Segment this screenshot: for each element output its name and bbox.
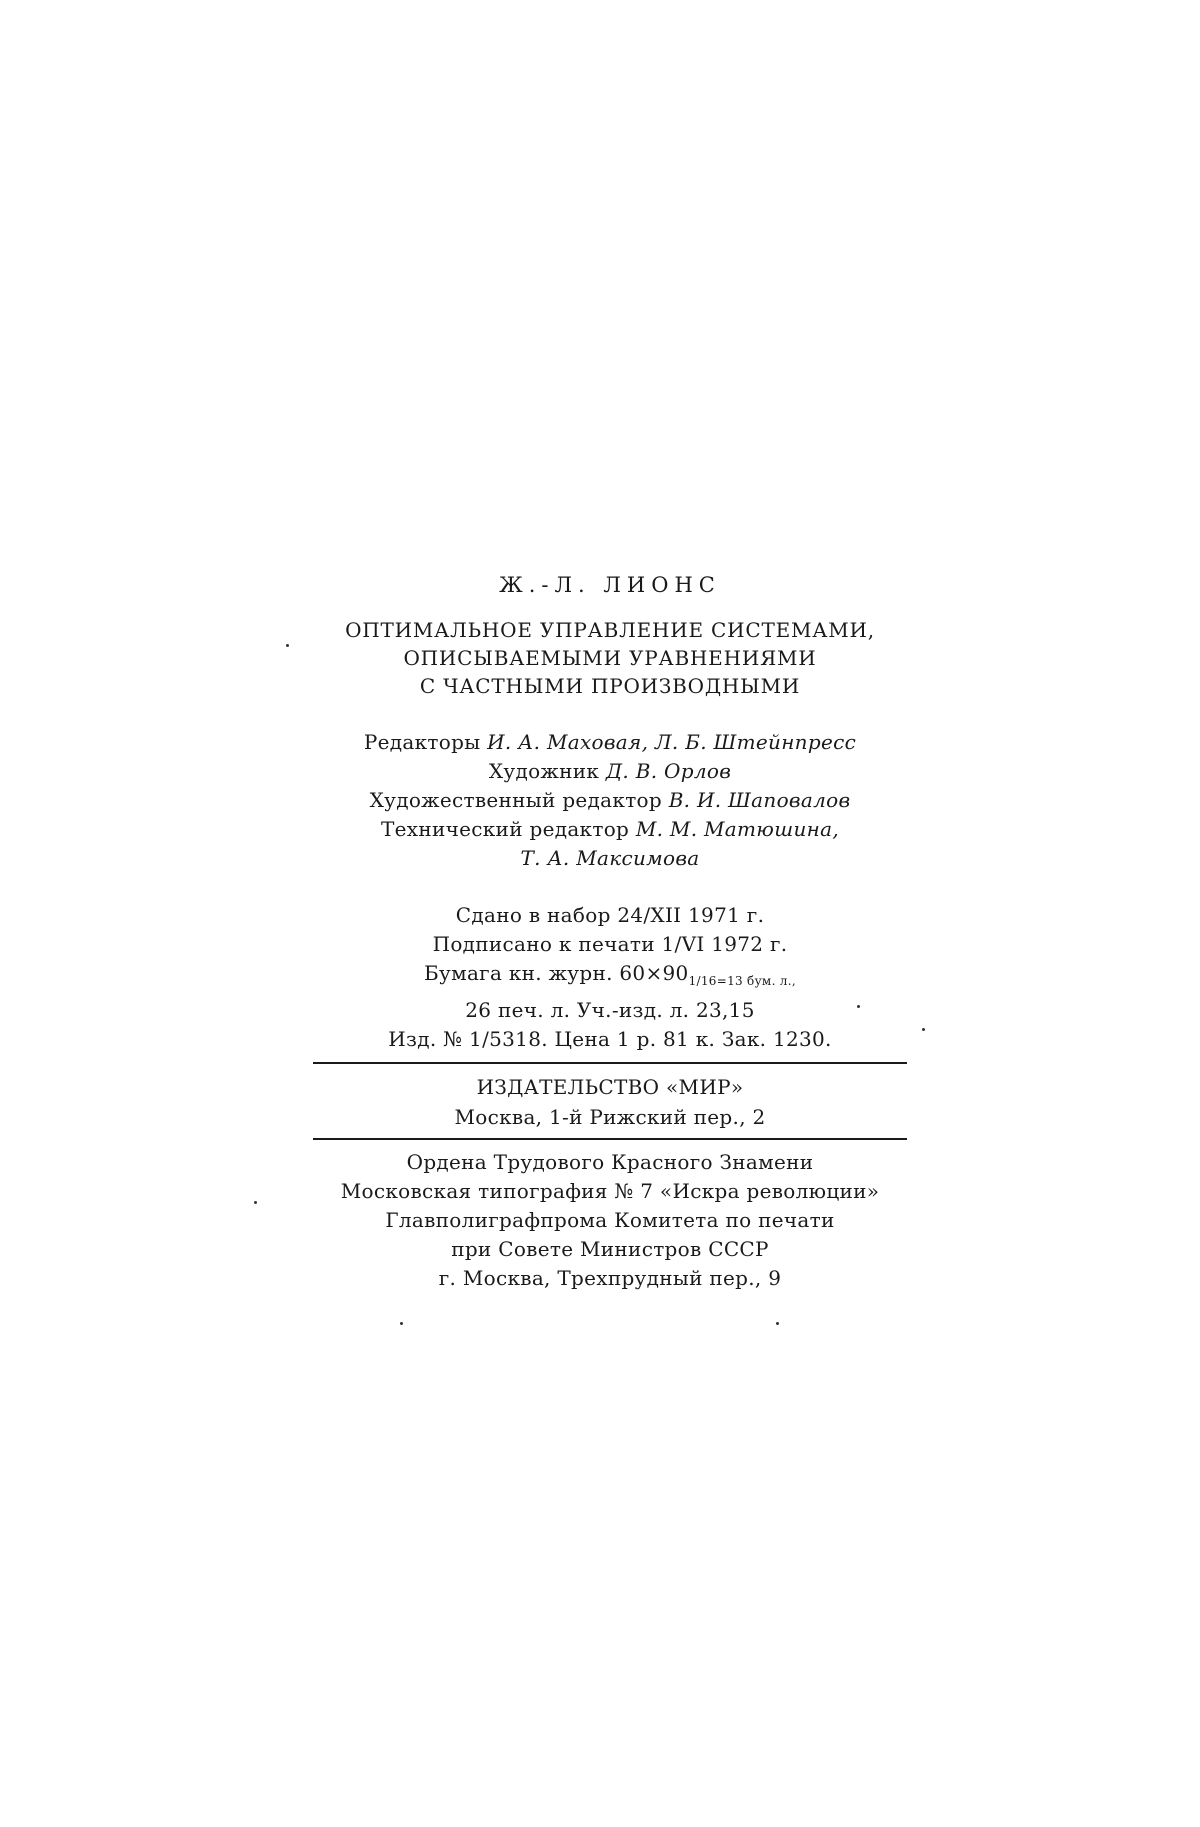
- author-name: Ж.-Л. ЛИОНС: [499, 573, 721, 597]
- credit-names: В. И. Шаповалов: [668, 788, 851, 812]
- printer-block: [305, 1148, 915, 1293]
- publisher-block: [305, 1072, 915, 1132]
- sheet-counts: 26 печ. л. Уч.-изд. л. 23,15: [465, 998, 755, 1022]
- credit-role: Редакторы: [363, 730, 481, 754]
- title-line-3: С ЧАСТНЫМИ ПРОИЗВОДНЫМИ: [419, 674, 801, 698]
- paper-format-fraction: 1/16=13 бум. л.,: [688, 974, 796, 988]
- credit-names: М. М. Матюшина,: [635, 817, 839, 841]
- credits-list: [305, 728, 915, 873]
- printer-line-1: Ордена Трудового Красного Знамени: [406, 1150, 814, 1174]
- credit-artist: [305, 757, 915, 786]
- printer-line-2: Московская типография № 7 «Искра революции»: [340, 1179, 880, 1203]
- imprint-block: [305, 572, 915, 1293]
- title-line-2: ОПИСЫВАЕМЫМИ УРАВНЕНИЯМИ: [403, 646, 817, 670]
- credit-names: Т. А. Максимова: [520, 846, 700, 870]
- typeset-date: Сдано в набор 24/XII 1971 г.: [455, 903, 765, 927]
- credit-tech-editor-2: [305, 844, 915, 873]
- paper-format: [305, 959, 915, 996]
- speck-mark: [254, 1201, 257, 1204]
- signed-to-print-date: Подписано к печати 1/VI 1972 г.: [432, 932, 788, 956]
- credit-role: Технический редактор: [380, 817, 630, 841]
- divider-rule-1: [313, 1062, 907, 1064]
- printer-line-4: при Совете Министров СССР: [451, 1237, 769, 1261]
- printer-line-5: г. Москва, Трехпрудный пер., 9: [438, 1266, 782, 1290]
- credit-names: Д. В. Орлов: [605, 759, 732, 783]
- credit-art-editor: [305, 786, 915, 815]
- credit-role: Художник: [488, 759, 600, 783]
- credit-editors: [305, 728, 915, 757]
- book-title: [305, 616, 915, 700]
- credit-names: И. А. Маховая, Л. Б. Штейнпресс: [487, 730, 857, 754]
- title-line-1: ОПТИМАЛЬНОЕ УПРАВЛЕНИЕ СИСТЕМАМИ,: [345, 618, 875, 642]
- printer-line-3: Главполиграфпрома Комитета по печати: [385, 1208, 835, 1232]
- speck-mark: [286, 644, 289, 647]
- credit-role: Художественный редактор: [369, 788, 663, 812]
- publisher-address: Москва, 1-й Рижский пер., 2: [454, 1105, 766, 1129]
- speck-mark: [776, 1322, 779, 1325]
- speck-mark: [400, 1322, 403, 1325]
- divider-rule-2: [313, 1138, 907, 1140]
- credit-tech-editor: [305, 815, 915, 844]
- order-price-info: Изд. № 1/5318. Цена 1 р. 81 к. Зак. 1230.: [388, 1027, 832, 1051]
- speck-mark: [922, 1028, 925, 1031]
- publisher-name: ИЗДАТЕЛЬСТВО «МИР»: [476, 1075, 744, 1099]
- paper-format-main: Бумага кн. журн. 60×90: [424, 961, 689, 985]
- technical-data: [305, 901, 915, 1054]
- speck-mark: [857, 1005, 860, 1008]
